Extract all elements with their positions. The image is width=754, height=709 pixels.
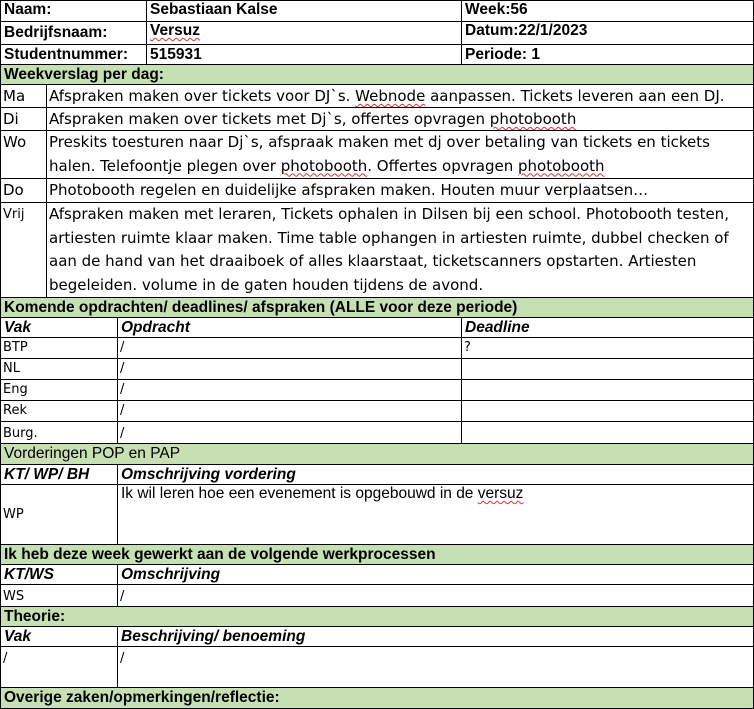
workprocesses-type: WS (0, 584, 118, 607)
day-label-ma: Ma (0, 84, 47, 108)
progress-header-type: KT/ WP/ BH (0, 464, 118, 485)
day-report-text: Afspraken maken met leraren, Tickets ophalen in Dilsen bij een school. Photobooth testen, artiesten ruimte klaar maken. Time table ophangen in artiesten ruimte, dubbel checken of aan de hand van het draaiboek of alles klaarstaat, ticketscanners opstarten. Artiesten begeleiden. volume in de gaten houden tijdens de avond. (49, 205, 729, 294)
workprocesses-header-description: Omschrijving (117, 564, 754, 585)
day-report-di (46, 107, 754, 131)
theory-title: Theorie: (0, 606, 754, 627)
day-report-text: photobooth (489, 110, 577, 128)
day-label-di: Di (0, 107, 47, 131)
assignment-deadline (461, 421, 754, 444)
day-report-wo (46, 130, 754, 179)
day-report-ma (46, 84, 754, 108)
progress-type: WP (0, 484, 118, 545)
assignment-vak: Burg. (0, 421, 118, 444)
assignment-deadline (461, 379, 754, 401)
assignment-deadline (461, 358, 754, 380)
day-report-text: Afspraken maken over tickets voor DJ`s. (49, 87, 356, 105)
student-number-value: 515931 (146, 44, 462, 65)
assignment-vak: BTP (0, 337, 118, 359)
assignment-opdracht: / (117, 421, 462, 444)
workprocesses-header-type: KT/WS (0, 564, 118, 585)
progress-description-text: Ik wil leren hoe een evenement is opgebouwd in de (121, 485, 478, 502)
day-label-do: Do (0, 178, 47, 203)
day-report-text: Afspraken maken over tickets met Dj`s, offertes opvragen (49, 110, 490, 128)
student-number-label: Studentnummer: (0, 44, 147, 65)
day-report-text: . Offertes opvragen (367, 156, 518, 175)
theory-header-description: Beschrijving/ benoeming (117, 626, 754, 647)
report-date: Datum:22/1/2023 (461, 21, 754, 45)
day-report-vrij (46, 202, 754, 298)
progress-header-description: Omschrijving vordering (117, 464, 754, 485)
assignment-deadline: ? (461, 337, 754, 359)
day-report-text: Photobooth regelen en duidelijke afspraken maken. Houten muur verplaatsen… (49, 181, 649, 199)
day-report-text: aanpassen. Tickets leveren aan een DJ. (425, 87, 725, 105)
assignment-opdracht: / (117, 358, 462, 380)
assignment-deadline (461, 400, 754, 422)
day-label-vrij: Vrij (0, 202, 47, 298)
theory-header-vak: Vak (0, 626, 118, 647)
weekreport-title: Weekverslag per dag: (0, 64, 754, 85)
assignments-header-opdracht: Opdracht (117, 317, 462, 338)
day-report-text: photobooth (518, 156, 605, 175)
workprocesses-description: / (117, 584, 754, 607)
assignment-opdracht: / (117, 379, 462, 401)
assignment-vak: Rek (0, 400, 118, 422)
name-value: Sebastiaan Kalse (146, 0, 462, 22)
company-value (146, 21, 462, 45)
name-label: Naam: (0, 0, 147, 22)
workprocesses-title: Ik heb deze week gewerkt aan de volgende werkprocessen (0, 544, 754, 565)
week-number: Week:56 (461, 0, 754, 22)
day-report-text: Preskits toesturen naar Dj`s, afspraak maken met dj over betaling van tickets en tickets halen. Telefoontje plegen over (49, 133, 710, 175)
theory-vak: / (0, 646, 118, 688)
other-title: Overige zaken/opmerkingen/reflectie: (0, 687, 754, 709)
day-report-text: Webnode (355, 87, 426, 105)
company-value-text: Versuz (150, 22, 200, 39)
progress-description (117, 484, 754, 545)
assignment-vak: NL (0, 358, 118, 380)
assignment-vak: Eng (0, 379, 118, 401)
assignments-title: Komende opdrachten/ deadlines/ afspraken (ALLE voor deze periode) (0, 297, 754, 318)
assignment-opdracht: / (117, 337, 462, 359)
progress-description-text: versuz (477, 485, 524, 502)
day-report-do (46, 178, 754, 203)
day-label-wo: Wo (0, 130, 47, 179)
theory-description: / (117, 646, 754, 688)
company-label: Bedrijfsnaam: (0, 21, 147, 45)
assignments-header-vak: Vak (0, 317, 118, 338)
assignment-opdracht: / (117, 400, 462, 422)
progress-title: Vorderingen POP en PAP (0, 443, 754, 465)
day-report-text: photobooth (280, 156, 368, 175)
assignments-header-deadline: Deadline (461, 317, 754, 338)
period: Periode: 1 (461, 44, 754, 65)
